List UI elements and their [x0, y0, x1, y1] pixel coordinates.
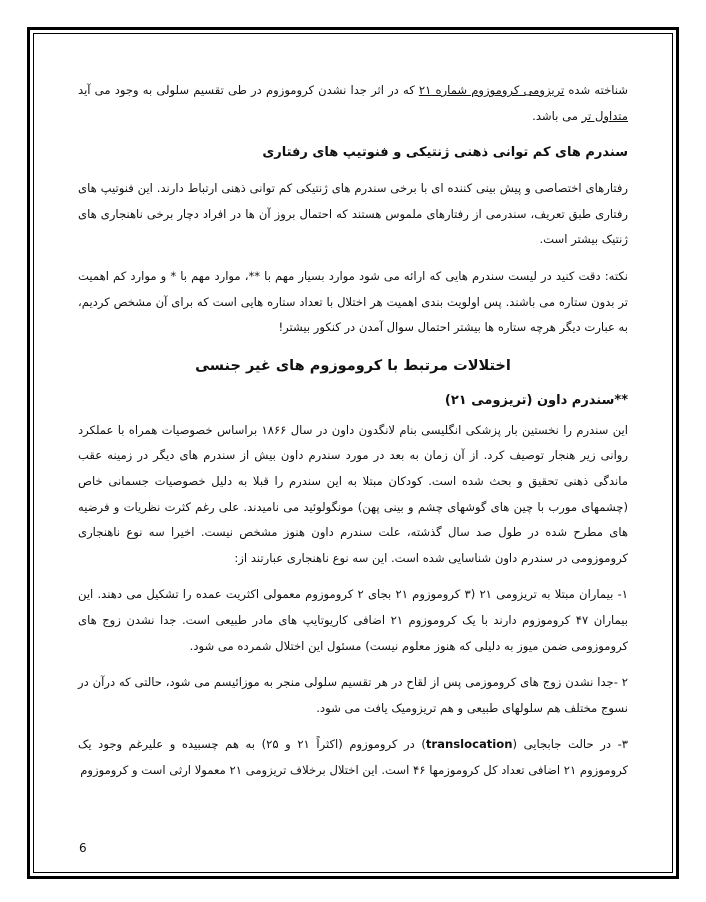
text-span: شناخته شده: [564, 83, 628, 97]
paragraph-down-syndrome: این سندرم را نخستین بار پزشکی انگلیسی بنام لانگدون داون در سال ۱۸۶۶ براساس خصوصیات همراه با عملکرد روانی زیر هنجار توصیف کرد. از آن زمان به بعد در مورد سندرم داون بیش از سندرم های دیگر در زمینه عقب ماندگی ذهنی تحقیق و بحث شده است. کودکان مبتلا به این سندرم را قبلا به دلیل خصوصیات جسمانی خاص (چشمهای مورب با چین های گوشهای چشم و بینی پهن) مونگولوئید می نامیدند. علی رغم کثرت نظریات و فرضیه های مطرح شده در طول صد سال گذشته، علت سندرم داون هنوز مشخص نیست. اخیرا سه نوع ناهنجاری کروموزومی در سندرم داون شناسایی شده است. این سه نوع ناهنجاری عبارتند از:: [78, 422, 628, 565]
paragraph-note: نکته: دقت کنید در لیست سندرم هایی که ارائه می شود موارد بسیار مهم با **، موارد مهم با * و موارد کم اهمیت تر بدون ستاره می باشند. پس اولویت بندی اهمیت هر اختلال با تعداد ستاره هایی است که برای آن مشخص کردیم، به عبارت دیگر هرچه ستاره ها بیشتر احتمال سوال آمدن در کنکور بیشتر!: [78, 268, 628, 335]
list-item-1: ۱- بیماران مبتلا به تریزومی ۲۱ (۳ کروموزوم ۲۱ بجای ۲ کروموزوم معمولی اکثریت عمده را تشکیل می دهند. این بیماران ۴۷ کروموزوم دارند با یک کروموزوم ۲۱ اضافی کاریوتایپ های مادر طبیعی است. جدا نشدن زوج های کروموزومی ضمن میوز به دلیلی که هنوز معلوم نیست) مسئول این اختلال شمرده می شود.: [78, 587, 629, 653]
paragraph-phenotypes: رفتارهای اختصاصی و پیش بینی کننده ای با برخی سندرم های ژنتیکی کم توانی ذهنی ارتباط دارند. این فنوتیپ های رفتاری طبق تعریف، سندرمی از رفتارهای ملموس هستند که احتمال بروز آن ها در افراد دچار برخی ناهنجاری های ژنتیک بیشتر است.: [78, 181, 628, 247]
chapter-heading: اختلالات مرتبط با کروموزوم های غیر جنسی: [195, 357, 511, 374]
document-body: [78, 78, 628, 794]
text-span: که در اثر جدا نشدن کروموزوم در طی تقسیم سلولی به وجود می آید: [78, 83, 419, 97]
bold-term: translocation: [425, 737, 513, 752]
underlined-text: متداول تر: [581, 108, 628, 123]
underlined-text: تریزومی کروموزوم شماره ۲۱: [418, 83, 565, 97]
page-number: 6: [79, 841, 87, 855]
list-item-3: [78, 732, 628, 783]
paragraph-intro: [78, 78, 628, 129]
list-item-2: ۲ -جدا نشدن زوج های کروموزمی پس از لقاح در هر تقسیم سلولی منجر به موزائیسم می شود، حالتی که درآن در نسوج مختلف هم سلولهای طبیعی و هم تریزومیک یافت می شود.: [78, 675, 628, 715]
section-heading: سندرم های کم توانی ذهنی ژنتیکی و فنوتیپ های رفتاری: [262, 145, 628, 161]
subsection-heading: **سندرم داون (تریزومی ۲۱): [444, 392, 628, 408]
text-span: ۳- در حالت جابجایی (: [512, 737, 628, 752]
text-span: ) در کروموزوم (اکثراً ۲۱ و ۲۵) به هم چسبیده و علیرغم وجود یک کروموزوم ۲۱ اضافی تعداد کل کروموزمها ۴۶ است. این اختلال برخلاف تریزومی ۲۱ معمولا ارثی است و کروموزوم: [78, 737, 628, 777]
text-span: می باشد.: [532, 108, 582, 123]
